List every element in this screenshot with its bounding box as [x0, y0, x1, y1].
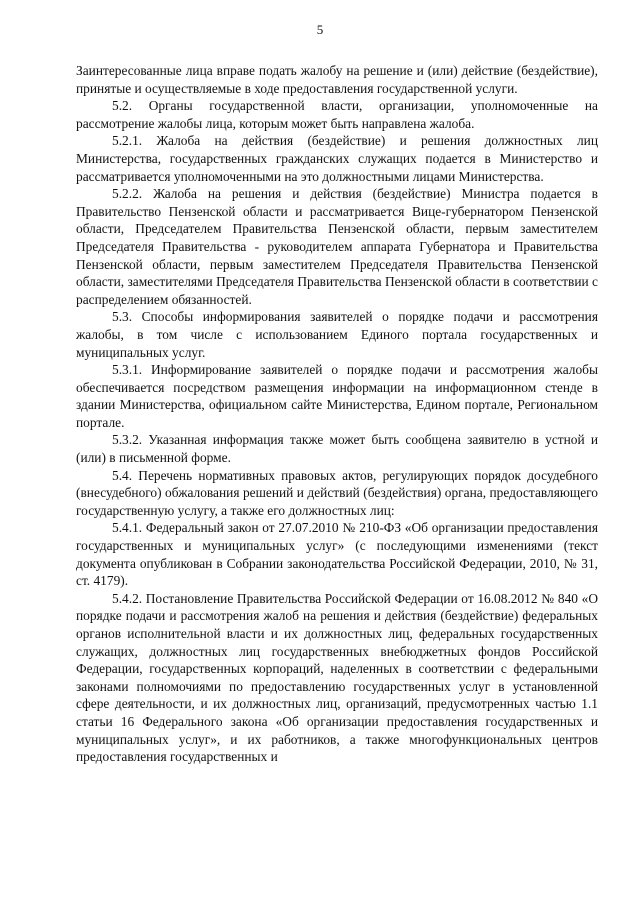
- paragraph-5-4-1: 5.4.1. Федеральный закон от 27.07.2010 № 210-ФЗ «Об организации предоставления государственных и муниципальных услуг» (с последующими изменениями (текст документа опубликован в Собрании законодательства Российской Федерации, 2010, № 31, ст. 4179).: [76, 520, 598, 589]
- paragraph-5-2-1: 5.2.1. Жалоба на действия (бездействие) и решения должностных лиц Министерства, государственных гражданских служащих подается в Министерство и рассматривается уполномоченными на это должностными лицами Министерства.: [76, 133, 598, 184]
- paragraph-5-4: 5.4. Перечень нормативных правовых актов, регулирующих порядок досудебного (внесудебного) обжалования решений и действий (бездействия) органа, предоставляющего государственную услугу, а также его должностных лиц:: [76, 467, 598, 518]
- page-number: 5: [316, 22, 324, 37]
- paragraph-5-2: 5.2. Органы государственной власти, организации, уполномоченные на рассмотрение жалобы лица, которым может быть направлена жалоба.: [76, 98, 598, 131]
- paragraph-5-3-2: 5.3.2. Указанная информация также может быть сообщена заявителю в устной и (или) в письменной форме.: [76, 432, 598, 466]
- paragraph-5-4-2: 5.4.2. Постановление Правительства Российской Федерации от 16.08.2012 № 840 «О порядке подачи и рассмотрения жалоб на решения и действия (бездействие) федеральных органов исполнительной власти и их должностных лиц, федеральных государственных служащих, должностных лиц государственных внебюджетных фондов Российской Федерации, государственных корпораций, наделенных в соответствии с федеральными законами полномочиями по предоставлению государственных услуг в установленной сфере деятельности, и их должностных лиц, организаций, предусмотренных частью 1.1 статьи 16 Федерального закона «Об организации предоставления государственных и муниципальных услуг», и их работников, а также многофункциональных центров предоставления государственных и: [76, 590, 598, 765]
- paragraph-intro: Заинтересованные лица вправе подать жалобу на решение и (или) действие (бездействие), принятые и осуществляемые в ходе предоставления государственной услуги.: [76, 63, 598, 96]
- paragraph-5-3: 5.3. Способы информирования заявителей о порядке подачи и рассмотрения жалобы, в том числе с использованием Единого портала государственных и муниципальных услуг.: [76, 309, 598, 360]
- document-body: [76, 62, 598, 766]
- paragraph-5-2-2: 5.2.2. Жалоба на решения и действия (бездействие) Министра подается в Правительство Пензенской области и рассматривается Вице-губернатором Пензенской области, Председателем Правительства Пензенской области, первым заместителем Председателя Правительства - руководителем аппарата Губернатора и Правительства Пензенской области, первым заместителем Председателя Правительства Пензенской области, заместителями Председателя Правительства Пензенской области в соответствии с распределением обязанностей.: [76, 186, 598, 307]
- paragraph-5-3-1: 5.3.1. Информирование заявителей о порядке подачи и рассмотрения жалобы обеспечивается посредством размещения информации на информационном стенде в здании Министерства, официальном сайте Министерства, Едином портале, Региональном портале.: [76, 362, 598, 430]
